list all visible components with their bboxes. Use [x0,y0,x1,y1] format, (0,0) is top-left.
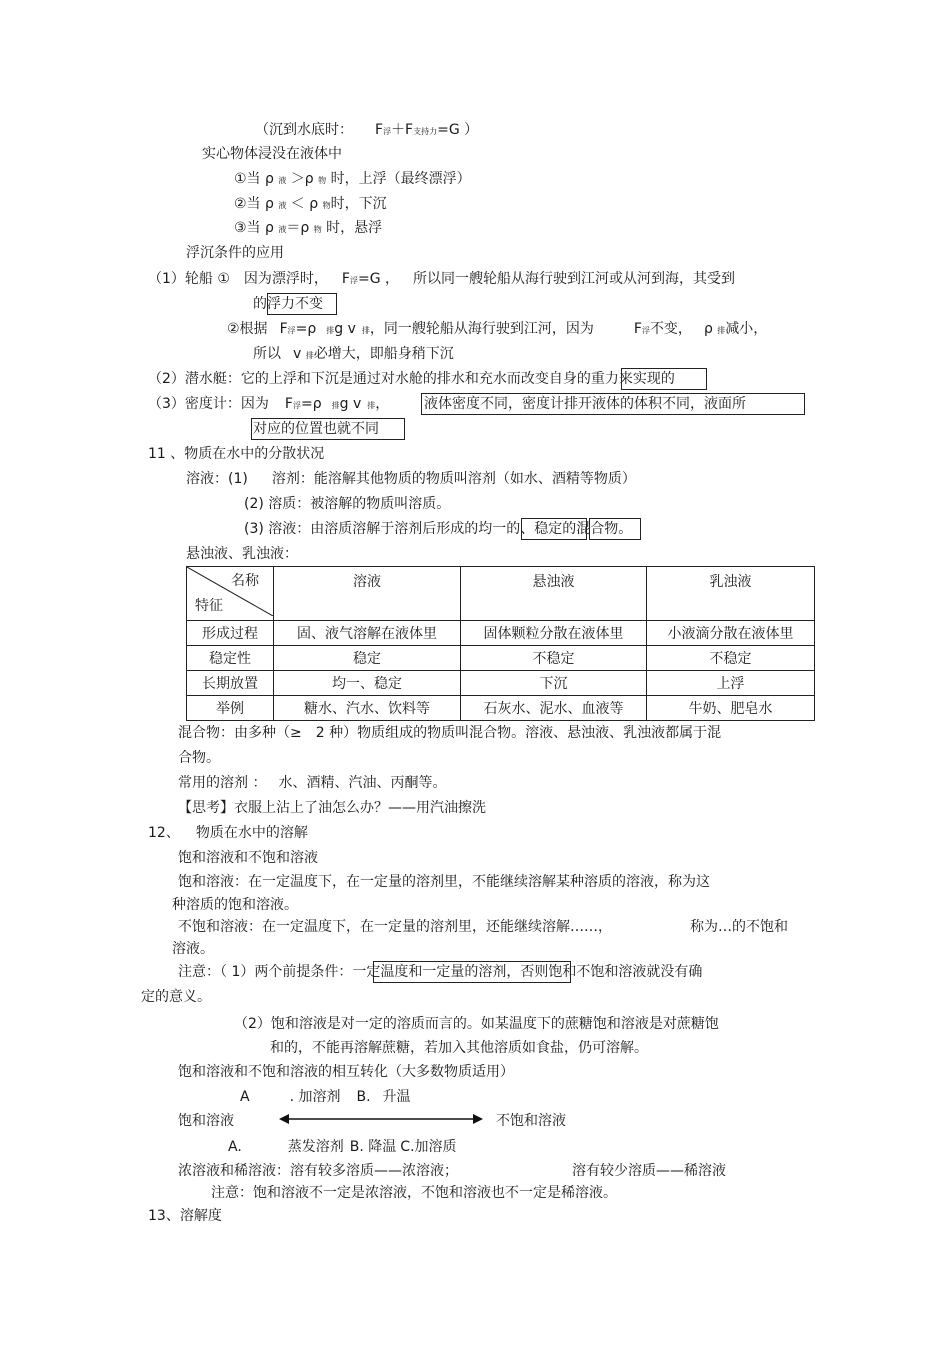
text: A [240,1089,250,1105]
highlight-box [373,961,571,983]
subscript: 浮 [292,401,301,410]
table-header-cell: 乳浊液 [647,567,815,621]
highlight-box [621,368,707,390]
text: ①当 ρ [234,171,274,187]
table-header-row [187,567,815,621]
text-line [148,370,675,388]
boxed-text: 的、稳定 [506,521,563,537]
text-line [178,774,446,792]
text-line: 合物。 [178,750,220,766]
text-line: 饱和溶液：在一定温度下，在一定量的溶剂里，不能继续溶解某种溶质的溶液，称为这 [178,874,710,890]
text: 因为漂浮时， [243,271,328,287]
table-row [187,696,815,721]
text: ，同一艘轮船从海行驶到江河，因为 [369,321,594,337]
text-line: 定的意义。 [141,989,211,1005]
table-cell: 均一、稳定 [274,671,461,696]
text: 溶液：(1) [186,471,248,487]
text: 蒸发溶剂 [287,1139,344,1155]
highlight-box [421,393,805,415]
boxed-text: 一定温度和一定量的溶剂，否 [352,964,535,980]
text: 2 种）物质组成的物质叫混合物。溶液、悬浊液、乳浊液都属于混 [315,725,722,741]
subscript: 排 [326,326,335,335]
boxed-text: 对应的位置也就不同 [253,421,379,437]
text-line: （2）饱和溶液是对一定的溶质而言的。如某温度下的蔗糖饱和溶液是对蔗糖饱 [234,1016,719,1032]
text: B. 降温 [349,1139,397,1155]
text: F [279,321,288,337]
text: 水、酒精、汽油、丙酮等。 [278,775,447,791]
text-line [178,724,721,742]
text-line: 【思考】衣服上沾上了油怎么办？——用汽油擦洗 [178,800,486,816]
text-line: 饱和溶液和不饱和溶液的相互转化（大多数物质适用） [178,1064,514,1080]
subscript: 液 [278,176,287,185]
subscript: 物 [322,201,331,210]
subscript: 浮 [287,326,296,335]
text-line [186,470,636,488]
text-line: 饱和溶液和不饱和溶液 [178,850,318,866]
highlight-box [267,293,337,315]
subscript: 排 [361,326,370,335]
text-line: 悬浊液、乳浊液： [186,546,298,562]
text: =ρ [295,321,317,337]
text: g v [339,396,362,412]
text: ②当 ρ [234,196,274,212]
text: 时，下沉 [330,196,387,212]
table-cell: 稳定 [274,646,461,671]
text: =ρ [300,396,322,412]
text: 所以 [253,346,281,362]
row-label: 长期放置 [187,671,274,696]
text: 12、 [148,825,180,841]
table-cell: 牛奶、肥皂水 [647,696,815,721]
text: ②根据 [227,321,268,337]
text-line: 种溶质的饱和溶液。 [172,897,298,913]
boxed-text: 混合物 [576,521,619,537]
comparison-table [186,566,815,721]
corner-label-top: 名称 [231,573,259,589]
text: 所以同一艘轮船从海行驶到江河或从河到海，其受到 [413,271,736,287]
text: 物质在水中的溶解 [195,825,308,841]
text-line: 不饱和溶液 [496,1113,566,1129]
table-row [187,671,815,696]
text: 混合物：由多种（≥ [178,725,302,741]
text: ＝ρ [286,220,310,236]
text: 的 [562,521,577,537]
highlight-box [521,518,587,540]
text: 。 [618,521,633,537]
text: 不变， [649,321,692,337]
text-line: 称为…的不饱和 [690,919,788,935]
text: ＜ ρ [290,196,319,212]
text-line [234,195,387,215]
text: （3）密度计：因为 [148,396,269,412]
table-header-cell: 溶液 [274,567,461,621]
text-line: (2) 溶质：被溶解的物质叫溶质。 [244,496,451,512]
text-line [255,121,478,141]
text: （1）轮船 ① [148,271,230,287]
table-cell: 小液滴分散在液体里 [647,621,815,646]
text: F [375,122,384,138]
subscript: 排 [305,351,314,360]
subscript: 物 [318,176,327,185]
text: 时，悬浮 [326,220,383,236]
text: F [633,321,642,337]
text: =G ） [437,122,479,138]
text-line: 溶液。 [172,941,214,957]
table-cell: 不稳定 [647,646,815,671]
text-line: 不饱和溶液：在一定温度下，在一定量的溶剂里，还能继续溶解……， [178,919,612,935]
section-heading: 11 、物质在水中的分散状况 [148,446,325,462]
double-headed-arrow-icon [279,1111,483,1127]
text-line [253,345,454,365]
table-cell: 石灰水、泥水、血液等 [461,696,647,721]
subscript: 液 [278,201,287,210]
text: . 加溶剂 [289,1089,341,1105]
text-line [227,320,767,340]
text: B. [356,1089,371,1105]
subscript: 排 [717,326,726,335]
section-heading: 浮沉条件的应用 [186,245,284,261]
text: 减小， [725,321,768,337]
text-line [148,395,389,415]
subscript: 排 [331,401,340,410]
text: 注意：（ 1）两个前提条件： [178,964,353,980]
table-cell: 下沉 [461,671,647,696]
boxed-text: 浮力不变 [267,296,323,312]
text: F [341,271,350,287]
text-line [148,270,735,290]
table-corner-cell [187,567,274,621]
text: =G ， [357,271,400,287]
text-line [240,1088,411,1106]
table-cell: 固、液气溶解在液体里 [274,621,461,646]
table-row [187,621,815,646]
row-label: 稳定性 [187,646,274,671]
text: ＋F [391,122,414,138]
text-line: 溶有较少溶质——稀溶液 [572,1163,726,1179]
section-heading: 13、溶解度 [148,1208,222,1224]
text: 溶剂：能溶解其他物质的物质叫溶剂（如水、酒精等物质） [271,471,636,487]
text-line [228,1138,457,1156]
text-line: 和的，不能再溶解蔗糖，若加入其他溶质如食盐，仍可溶解。 [270,1040,648,1056]
text: C.加溶质 [400,1139,457,1155]
text: A. [228,1139,242,1155]
table-row [187,646,815,671]
table-cell: 不稳定 [461,646,647,671]
text: （沉到水底时： [255,122,353,138]
boxed-text: 液体密度不同，密度计排开液体的体积不同，液面所 [424,396,746,412]
text-line: 实心物体浸没在液体中 [202,146,342,162]
subscript: 物 [313,225,322,234]
text: 升温 [382,1089,411,1105]
boxed-text: 重力来实现的 [590,371,675,387]
table-header-cell: 悬浊液 [461,567,647,621]
text-line [234,219,382,239]
text: 的 [253,296,267,312]
text-line: 注意：饱和溶液不一定是浓溶液，不饱和溶液也不一定是稀溶液。 [211,1185,617,1201]
table-cell: 上浮 [647,671,815,696]
text-line [234,170,471,190]
text: 必增大，即船身稍下沉 [313,346,454,362]
highlight-box [251,418,405,440]
text: 时，上浮（最终漂浮） [330,171,471,187]
text-line: 饱和溶液 [178,1113,234,1129]
subscript: 浮 [349,276,358,285]
subscript: 液 [278,225,287,234]
text: ＞ρ [290,171,314,187]
subscript: 支持力 [413,127,438,136]
text: ρ [703,321,713,337]
text: ， [375,396,390,412]
subscript: 浮 [641,326,650,335]
row-label: 形成过程 [187,621,274,646]
text: （2）潜水艇：它的上浮和下沉是通过对水舱的排水和充水而改变自身的 [148,371,591,387]
subscript: 浮 [383,127,392,136]
highlight-box [589,518,641,540]
row-label: 举例 [187,696,274,721]
subscript: 排 [367,401,376,410]
text: ③当 ρ [234,220,274,236]
table-cell: 糖水、汽水、饮料等 [274,696,461,721]
table-cell: 固体颗粒分散在液体里 [461,621,647,646]
text: 常用的溶剂 ： [178,775,267,791]
text: (3) 溶液：由溶质溶解于溶剂后形成的均一 [244,521,507,537]
corner-label-bottom: 特征 [195,598,223,614]
text-line: 浓溶液和稀溶液：溶有较多溶质——浓溶液； [178,1163,458,1179]
text: 则饱和不饱和溶液就没有确 [534,964,703,980]
text: v [293,346,302,362]
text: F [284,396,293,412]
section-heading [148,824,308,842]
text: g v [334,321,356,337]
